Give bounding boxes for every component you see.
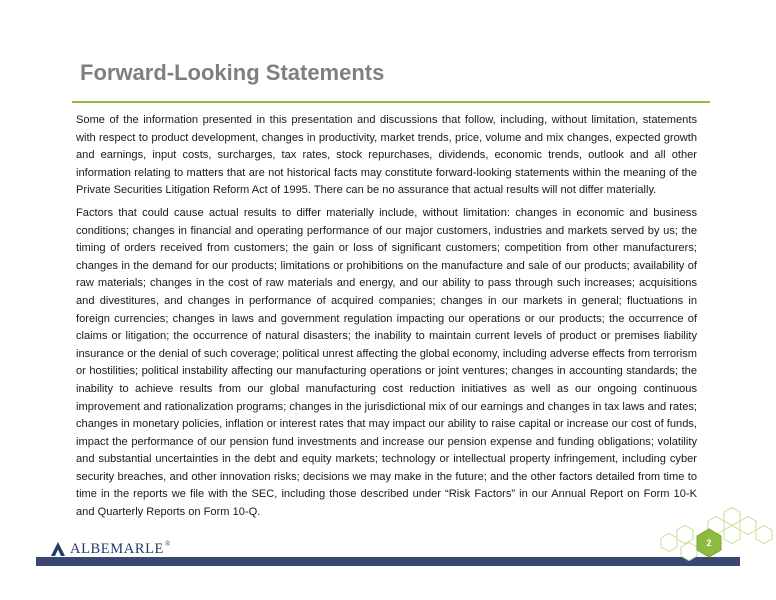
logo-wordmark: ALBEMARLE (70, 540, 165, 557)
registered-mark: ® (165, 540, 171, 548)
slide-title: Forward-Looking Statements (80, 60, 385, 85)
title-divider (72, 101, 710, 103)
body-text (76, 112, 697, 527)
page-number: 2 (706, 538, 712, 548)
albemarle-triangle-icon (50, 541, 66, 557)
paragraph-factors: Factors that could cause actual results to differ materially include, without limitation: changes in economic and business conditions; changes in financial and operating performance of our major customers, industries and markets served by us; the timing of orders received from customers; the gain or loss of significant customers; competition from other manufacturers; changes in the demand for our products; limitations or prohibitions on the manufacture and sale of our products; availability of raw materials; changes in the cost of raw materials and energy, and our ability to pass through such increases; acquisitions and divestitures, and changes in performance of acquired companies; changes in our markets in general; fluctuations in foreign currencies; changes in laws and government regulation impacting our operations or our products; the occurrence of claims or litigation; the occurrence of natural disasters; the inability to maintain current levels of product or premises liability insurance or the denial of such coverage; political unrest affecting the global economy, including adverse effects from terrorism or hostilities; political instability affecting our manufacturing operations or joint ventures; changes in accounting standards; the inability to achieve results from our global manufacturing cost reduction initiatives as well as our ongoing continuous improvement and rationalization programs; changes in the jurisdictional mix of our earnings and changes in tax laws and rates; changes in monetary policies, inflation or interest rates that may impact our ability to raise capital or increase our cost of funds, impact the performance of our pension fund investments and increase our pension expense and funding obligations; volatility and substantial uncertainties in the debt and equity markets; technology or intellectual property infringement, including cyber security breaches, and other innovation risks; decisions we may make in the future; and the other factors detailed from time to time in the reports we file with the SEC, including those described under “Risk Factors” in our Annual Report on Form 10-K and Quarterly Reports on Form 10-Q. (76, 206, 697, 519)
hexagon-cluster-icon (640, 490, 776, 574)
paragraph-intro: Some of the information presented in this presentation and discussions that follow, including, without limitation, statements with respect to product development, changes in productivity, market trends, price, volume and mix changes, expected growth and earnings, input costs, surcharges, tax rates, stock repurchases, dividends, economic trends, outlook and all other information relating to matters that are not historical facts may constitute forward-looking statements within the meaning of the Private Securities Litigation Reform Act of 1995. There can be no assurance that actual results will not differ materially. (76, 114, 697, 197)
footer-bar (36, 557, 740, 566)
